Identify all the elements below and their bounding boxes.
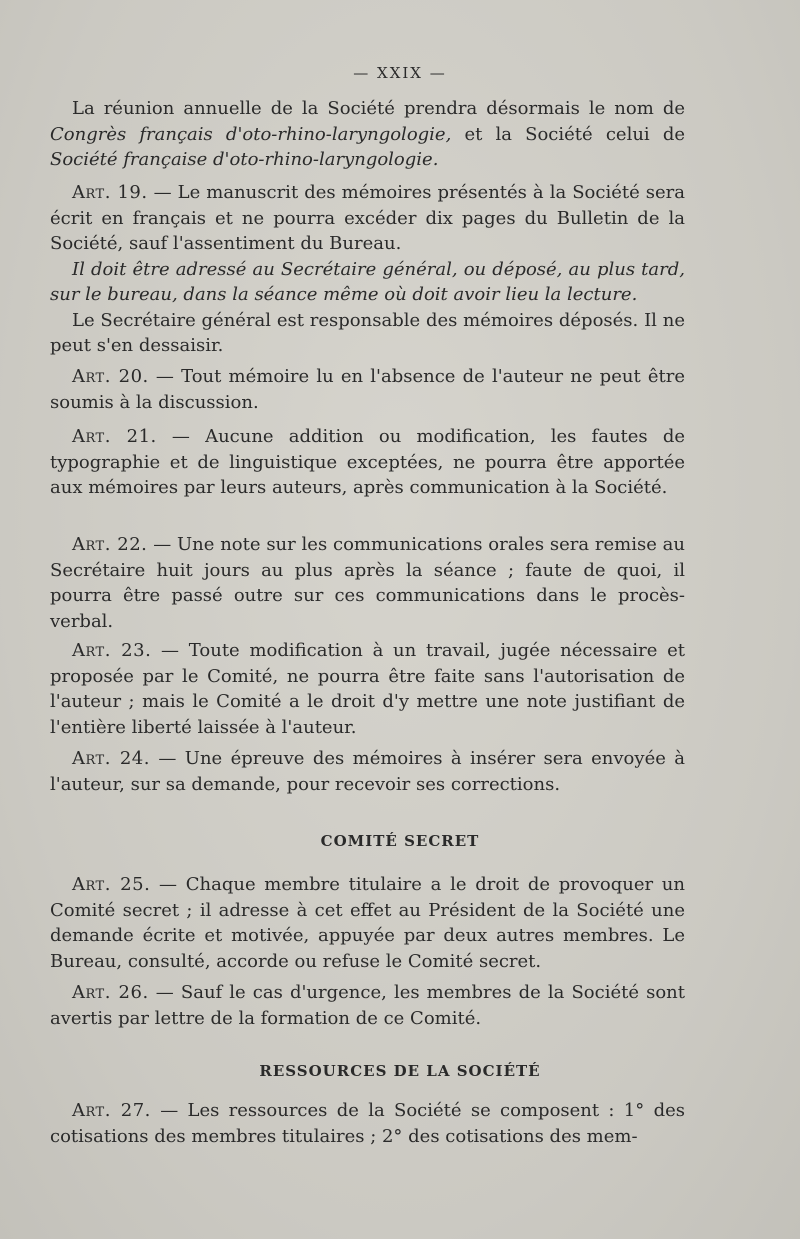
article-20 [50, 364, 685, 415]
article-25 [50, 872, 685, 974]
article-24 [50, 746, 685, 797]
article-26 [50, 980, 685, 1031]
intro-text [50, 96, 685, 173]
art23-text: — Toute modification à un travail, jugée nécessaire et proposée par le Comité, ne pourra être faite sans l'autorisation de l'auteur ; mais le Comité a le droit d'y mettre une note justifiant de l'entière liberté laissée à l'auteur. [50, 640, 685, 738]
art23-label: Art. 23. [72, 640, 152, 661]
intro-italic-1: Congrès français d'oto-rhino-laryngologie, [50, 123, 452, 145]
art24-label: Art. 24. [72, 748, 150, 769]
page-number: — XXIX — [353, 64, 447, 82]
heading-ressources: RESSOURCES DE LA SOCIÉTÉ [259, 1062, 541, 1080]
intro-italic-2: Société française d'oto-rhino-laryngologie. [50, 149, 439, 170]
art25-label: Art. 25. [72, 874, 151, 895]
art24-text: — Une épreuve des mémoires à insérer sera envoyée à l'auteur, sur sa demande, pour recevoir ses corrections. [50, 748, 685, 795]
article-21 [50, 424, 685, 501]
art19-italic: Il doit être adressé au Secrétaire général, ou déposé, au plus tard, sur le bureau, dans la séance même où doit avoir lieu la lecture. [50, 258, 685, 305]
art27-text: — Les ressources de la Société se composent : 1° des cotisations des membres titulaires ; 2° des cotisations des mem- [50, 1100, 685, 1147]
article-19 [50, 180, 685, 359]
article-23 [50, 638, 685, 740]
article-22 [50, 532, 685, 634]
art19-paragraph [50, 180, 685, 257]
art25-text: — Chaque membre titulaire a le droit de provoquer un Comité secret ; il adresse à cet effet au Président de la Société une demande écrite et motivée, appuyée par deux autres membres. Le Bureau, consulté, accorde ou refuse le Comité secret. [50, 874, 685, 972]
art19-text: — Le manuscrit des mémoires présentés à la Société sera écrit en français et ne pourra excéder dix pages du Bulletin de la Société, sauf l'assentiment du Bureau. [50, 182, 685, 254]
art19-text2: Le Secrétaire général est responsable des mémoires déposés. Il ne peut s'en dessaisir. [50, 309, 685, 356]
art26-text: — Sauf le cas d'urgence, les membres de la Société sont avertis par lettre de la formation de ce Comité. [50, 982, 685, 1029]
art19-label: Art. 19. [72, 182, 148, 203]
art21-label: Art. 21. [72, 426, 157, 447]
heading-comite-secret: COMITÉ SECRET [320, 832, 480, 850]
art26-label: Art. 26. [72, 982, 149, 1003]
art27-label: Art. 27. [72, 1100, 151, 1121]
intro-paragraph [50, 96, 685, 173]
art20-label: Art. 20. [72, 366, 149, 387]
art21-text: — Aucune addition ou modification, les fautes de typographie et de linguistique exceptées, ne pourra être apportée aux mémoires par leurs auteurs, après communication à la Société. [50, 426, 685, 498]
article-27 [50, 1098, 685, 1149]
art22-label: Art. 22. [72, 534, 148, 555]
intro-text-2: et la Société celui de [451, 123, 685, 145]
intro-text-1: La réunion annuelle de la Société prendra désormais le nom de [72, 98, 685, 119]
art22-text: — Une note sur les communications orales sera remise au Secrétaire huit jours au plus après la séance ; faute de quoi, il pourra être passé outre sur ces communications dans le procès-verbal. [50, 534, 685, 632]
art20-text: — Tout mémoire lu en l'absence de l'auteur ne peut être soumis à la discussion. [50, 366, 685, 413]
